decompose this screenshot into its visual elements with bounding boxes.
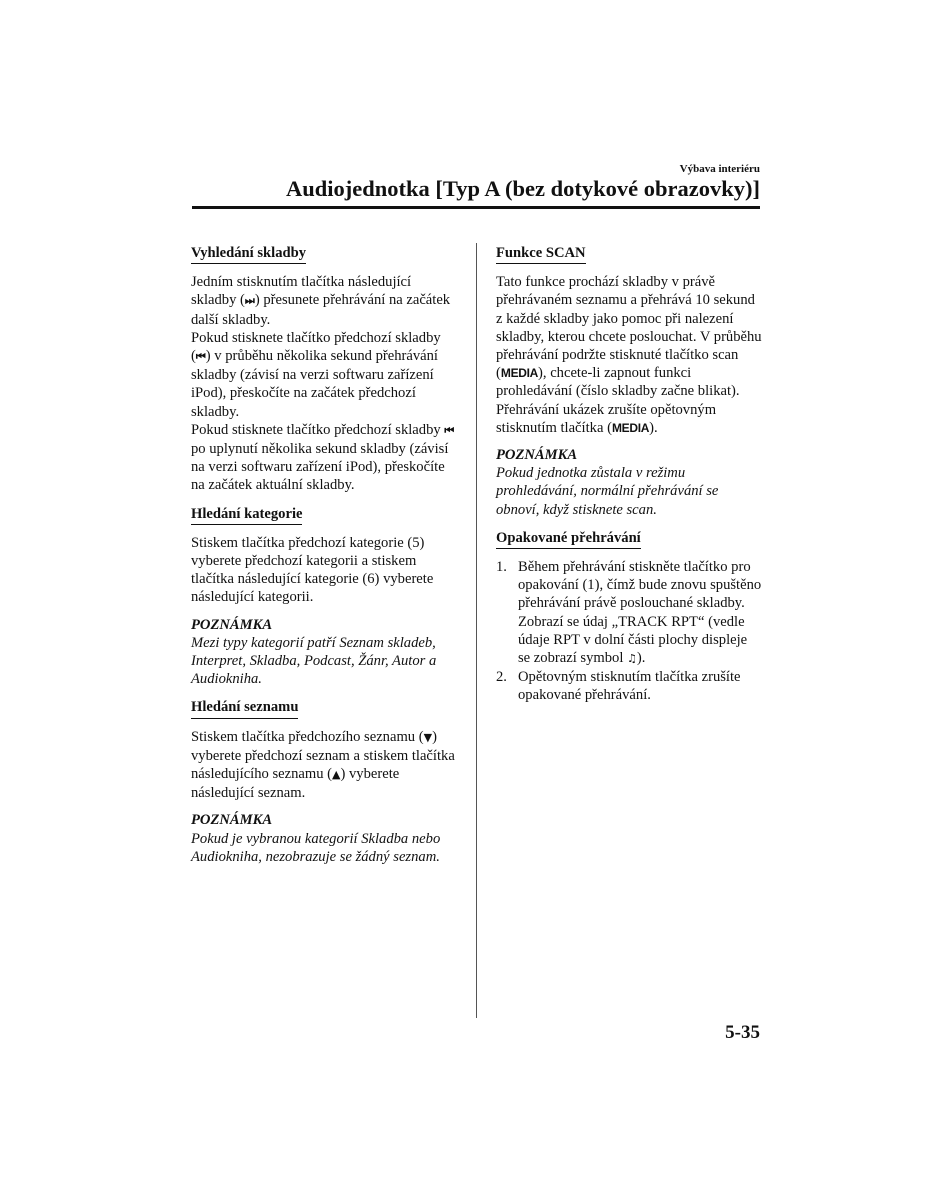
step-number: 1. [496, 559, 507, 576]
note-label: POZNÁMKA [191, 812, 273, 829]
up-arrow-icon: ▲ [332, 768, 341, 782]
list-search-section [191, 698, 456, 866]
repeat-heading: Opakované přehrávání [496, 529, 641, 549]
right-column [496, 244, 762, 715]
repeat-section [496, 529, 762, 705]
previous-track-icon: ⏮ [444, 423, 455, 437]
page-title: Audiojednotka [Typ A (bez dotykové obrazovky)] [286, 176, 760, 201]
left-column [191, 244, 456, 876]
repeat-steps [496, 558, 762, 705]
repeat-note-icon: ♫ [627, 652, 637, 666]
track-search-paragraph-1: Jedním stisknutím tlačítka následující skladby (⏭) přesunete přehrávání na začátek další skladby. [191, 274, 451, 328]
track-search-paragraph-2: Pokud stisknete tlačítko předchozí skladby (⏮) v průběhu několika sekund přehrávání skladby (závisí na verzi softwaru zařízení iPod), přeskočíte na začátek předchozí skladby. [191, 329, 441, 420]
track-search-paragraph-3: Pokud stisknete tlačítko předchozí skladby ⏮ po uplynutí několika sekund skladby (závisí na verzi softwaru zařízení iPod), přeskočíte na začátek aktuální skladby. [191, 421, 455, 494]
note-label: POZNÁMKA [191, 616, 273, 633]
note-text: Pokud je vybranou kategorií Skladba nebo Audiokniha, nezobrazuje se žádný seznam. [191, 830, 441, 865]
previous-track-icon: ⏮ [195, 350, 206, 364]
section-label: Výbava interiéru [679, 163, 760, 175]
list-search-text: Stiskem tlačítka předchozího seznamu (▼) vyberete předchozí seznam a stiskem tlačítka následujícího seznamu (▲) vyberete následující seznam. [191, 728, 455, 802]
note-text: Mezi typy kategorií patří Seznam skladeb, Interpret, Skladba, Podcast, Žánr, Autor a Audiokniha. [191, 634, 437, 688]
category-search-heading: Hledání kategorie [191, 505, 302, 525]
list-search-heading: Hledání seznamu [191, 698, 298, 718]
note-label: POZNÁMKA [496, 447, 578, 464]
scan-text: Tato funkce prochází skladby v právě přehrávaném seznamu a přehrává 10 sekund z každé skladby jako pomoc při nalezení skladby, kterou chcete poslouchat. V průběhu přehrávání podržte stisknuté tlačítko scan (MEDIA), chcete-li zapnout funkci prohledávání (číslo skladby začne blikat). Přehrávání ukázek zrušíte opětovným stisknutím tlačítka (MEDIA). [496, 274, 762, 436]
media-button-icon: MEDIA [611, 420, 650, 435]
down-arrow-icon: ▼ [423, 730, 433, 744]
list-item: 2. Opětovným stisknutím tlačítka zrušíte opakované přehrávání. [496, 669, 741, 704]
track-search-section [191, 244, 456, 495]
page-number: 5-35 [725, 1022, 760, 1043]
media-button-icon: MEDIA [500, 366, 539, 381]
list-item: 1. Během přehrávání stiskněte tlačítko pro opakování (1), čímž bude znovu spuštěno přehrávání právě poslouchané skladby. Zobrazí se údaj „TRACK RPT“ (vedle údaje RPT v dolní části plochy displeje se zobrazí symbol ♫). [496, 559, 762, 667]
track-search-heading: Vyhledání skladby [191, 244, 306, 264]
next-track-icon: ⏭ [244, 294, 255, 308]
step-number: 2. [496, 669, 507, 686]
scan-section [496, 244, 762, 519]
note-text: Pokud jednotka zůstala v režimu prohledávání, normální přehrávání se obnoví, když stisknete scan. [496, 465, 719, 518]
column-divider [476, 243, 477, 1018]
category-search-text: Stiskem tlačítka předchozí kategorie (5) vyberete předchozí kategorii a stiskem tlačítka následující kategorie (6) vyberete následující kategorii. [191, 534, 434, 606]
scan-heading: Funkce SCAN [496, 244, 586, 264]
category-search-section [191, 505, 456, 689]
title-rule [192, 206, 760, 209]
